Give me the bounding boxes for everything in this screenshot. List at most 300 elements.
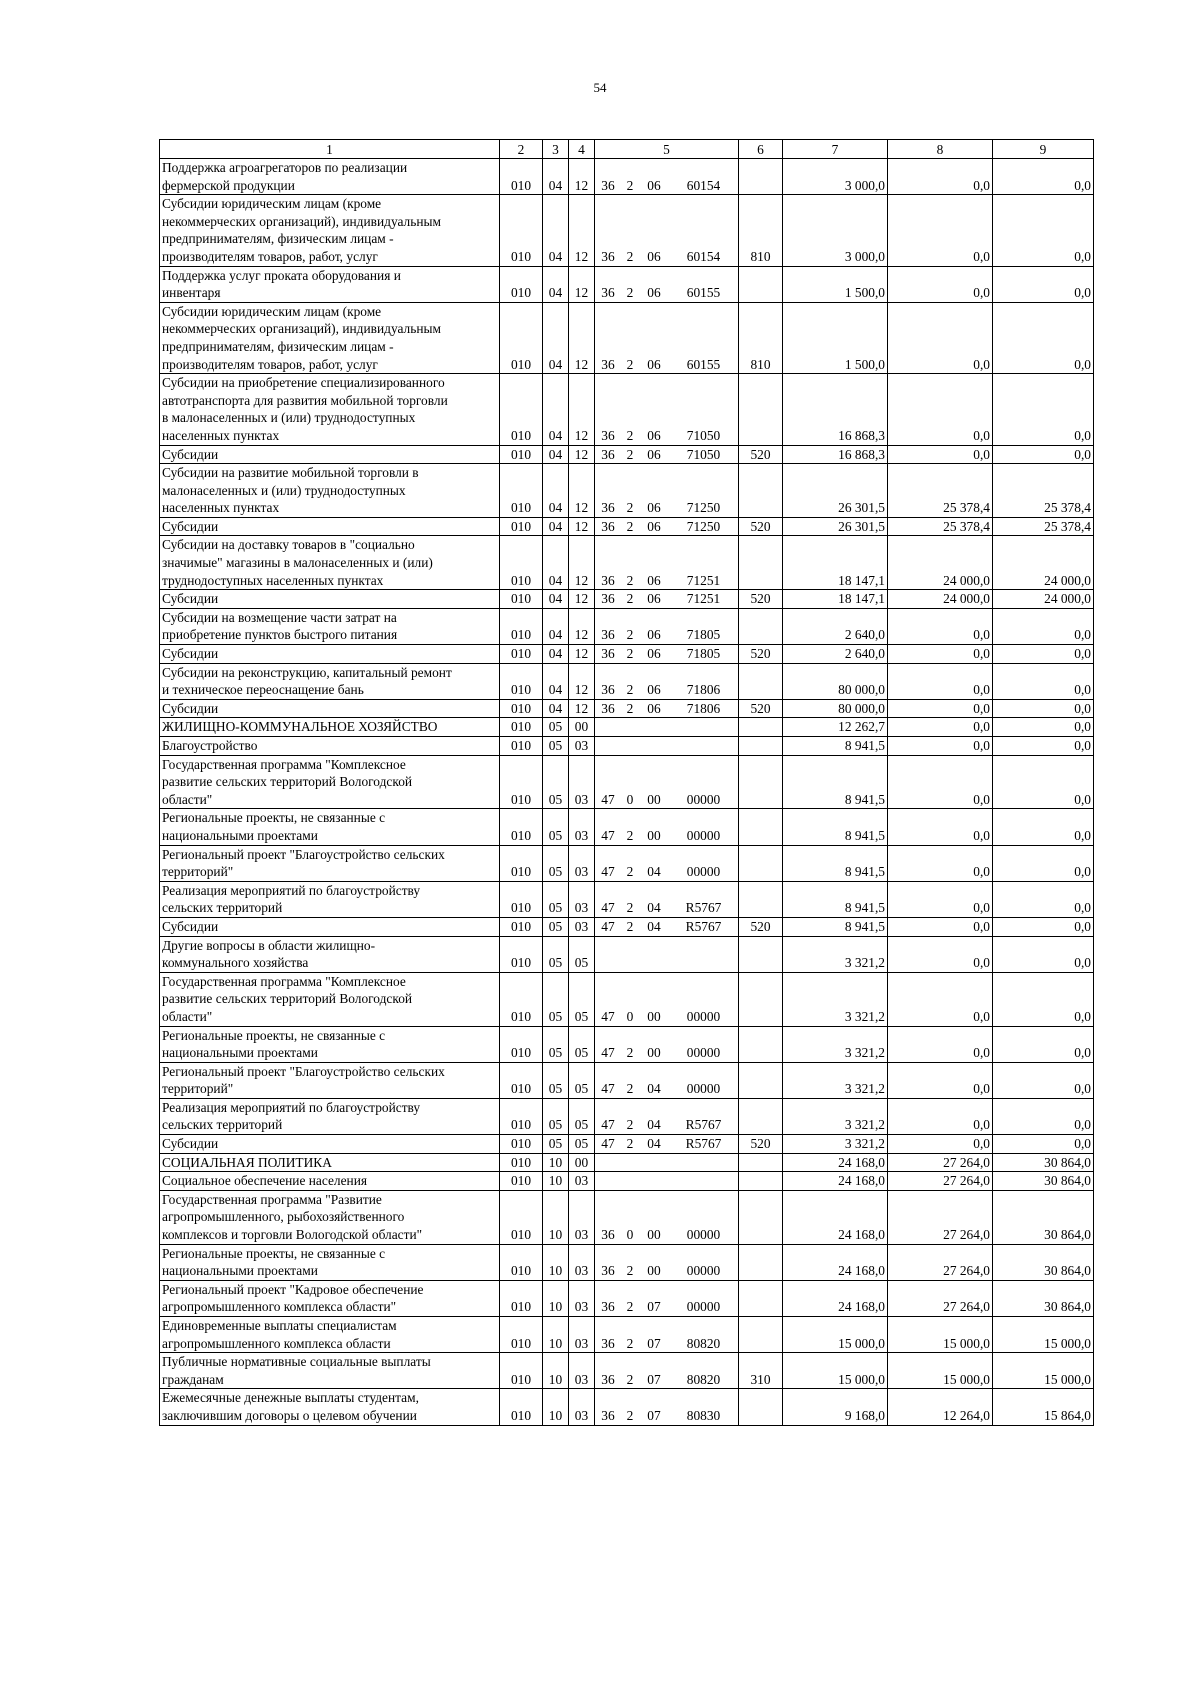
header-cell: 7 xyxy=(783,140,888,159)
col-section: 05 xyxy=(543,718,569,737)
target-article-part: 60154 xyxy=(686,177,721,193)
col-amount-1: 24 168,0 xyxy=(783,1190,888,1244)
col-amount-1: 15 000,0 xyxy=(783,1353,888,1389)
col-target-article xyxy=(595,699,739,718)
col-section: 10 xyxy=(543,1389,569,1425)
col-subsection: 12 xyxy=(569,195,595,266)
col-amount-1: 80 000,0 xyxy=(783,663,888,699)
col-expense-type: 310 xyxy=(739,1353,783,1389)
col-amount-1: 1 500,0 xyxy=(783,266,888,302)
table-row xyxy=(160,881,1094,917)
col-subsection: 03 xyxy=(569,1190,595,1244)
target-article-part: 2 xyxy=(626,682,634,698)
target-article-part: 00 xyxy=(647,1263,661,1279)
table-row xyxy=(160,917,1094,936)
table-row xyxy=(160,1244,1094,1280)
col-amount-3: 30 864,0 xyxy=(993,1172,1094,1191)
row-name-line: Государственная программа "Комплексное xyxy=(162,973,406,989)
col-amount-1: 1 500,0 xyxy=(783,302,888,373)
col-expense-type xyxy=(739,881,783,917)
target-article-part: 04 xyxy=(647,918,661,934)
target-article-part: 36 xyxy=(601,500,615,516)
row-name xyxy=(160,737,500,756)
target-article-part: 47 xyxy=(601,1008,615,1024)
target-article-part: 06 xyxy=(647,177,661,193)
col-gov-code: 010 xyxy=(500,645,543,664)
header-cell: 2 xyxy=(500,140,543,159)
col-target-article xyxy=(595,608,739,644)
target-article-part: 36 xyxy=(601,591,615,607)
row-name-line: Поддержка агроагрегаторов по реализации xyxy=(162,160,408,175)
col-section: 10 xyxy=(543,1244,569,1280)
col-amount-2: 0,0 xyxy=(888,645,993,664)
col-subsection: 03 xyxy=(569,1389,595,1425)
target-article-part: 2 xyxy=(626,827,634,843)
col-target-article xyxy=(595,1244,739,1280)
row-name xyxy=(160,645,500,664)
col-amount-1: 26 301,5 xyxy=(783,464,888,518)
table-row xyxy=(160,1317,1094,1353)
row-name xyxy=(160,464,500,518)
col-expense-type: 520 xyxy=(739,590,783,609)
col-amount-1: 3 321,2 xyxy=(783,936,888,972)
row-name-line: заключившим договоры о целевом обучении xyxy=(162,1407,417,1423)
target-article-part: 00 xyxy=(647,1008,661,1024)
target-article-part: 07 xyxy=(647,1371,661,1387)
target-article-part: 36 xyxy=(601,700,615,716)
col-amount-2: 24 000,0 xyxy=(888,590,993,609)
col-target-article xyxy=(595,645,739,664)
target-article-part: 06 xyxy=(647,572,661,588)
target-article-part: 2 xyxy=(626,1299,634,1315)
col-gov-code: 010 xyxy=(500,1062,543,1098)
row-name xyxy=(160,536,500,590)
col-amount-1: 3 321,2 xyxy=(783,1098,888,1134)
target-article-part: 0 xyxy=(626,1008,634,1024)
col-expense-type: 520 xyxy=(739,445,783,464)
col-amount-3: 0,0 xyxy=(993,936,1094,972)
col-expense-type xyxy=(739,1280,783,1316)
col-amount-3: 0,0 xyxy=(993,374,1094,445)
target-article-part: 2 xyxy=(626,1136,634,1152)
col-amount-2: 24 000,0 xyxy=(888,536,993,590)
row-name-line: некоммерческих организаций), индивидуальным xyxy=(162,321,441,337)
row-name xyxy=(160,159,500,195)
target-article-part: 2 xyxy=(626,427,634,443)
table-row xyxy=(160,302,1094,373)
target-article-part: 00 xyxy=(647,791,661,807)
table-row xyxy=(160,266,1094,302)
col-amount-1: 24 168,0 xyxy=(783,1244,888,1280)
row-name xyxy=(160,1389,500,1425)
col-subsection: 05 xyxy=(569,1026,595,1062)
col-subsection: 03 xyxy=(569,1244,595,1280)
col-amount-1: 3 321,2 xyxy=(783,1135,888,1154)
row-name-line: Социальное обеспечение населения xyxy=(162,1173,368,1189)
target-article-part: 47 xyxy=(601,918,615,934)
target-article-part: 00000 xyxy=(686,1008,721,1024)
table-row xyxy=(160,195,1094,266)
col-subsection: 12 xyxy=(569,374,595,445)
target-article-part: 06 xyxy=(647,682,661,698)
col-amount-3: 0,0 xyxy=(993,1135,1094,1154)
col-section: 05 xyxy=(543,936,569,972)
col-subsection: 05 xyxy=(569,1135,595,1154)
target-article-part: 06 xyxy=(647,591,661,607)
col-amount-3: 24 000,0 xyxy=(993,536,1094,590)
row-name-line: Единовременные выплаты специалистам xyxy=(162,1318,397,1333)
col-section: 05 xyxy=(543,881,569,917)
col-subsection: 12 xyxy=(569,536,595,590)
target-article-part: 36 xyxy=(601,682,615,698)
target-article-part: 00 xyxy=(647,827,661,843)
col-gov-code: 010 xyxy=(500,917,543,936)
col-subsection: 03 xyxy=(569,809,595,845)
col-amount-1: 15 000,0 xyxy=(783,1317,888,1353)
target-article-part: 2 xyxy=(626,500,634,516)
table-row xyxy=(160,1353,1094,1389)
col-target-article xyxy=(595,1172,739,1191)
col-amount-1: 8 941,5 xyxy=(783,737,888,756)
row-name xyxy=(160,917,500,936)
col-amount-2: 0,0 xyxy=(888,445,993,464)
row-name-line: развитие сельских территорий Вологодской xyxy=(162,991,413,1007)
row-name-line: национальными проектами xyxy=(162,1263,318,1279)
col-subsection: 12 xyxy=(569,464,595,518)
col-target-article xyxy=(595,590,739,609)
col-amount-1: 16 868,3 xyxy=(783,374,888,445)
col-expense-type xyxy=(739,266,783,302)
row-name-line: Региональный проект "Благоустройство сельских xyxy=(162,846,445,862)
col-amount-3: 15 864,0 xyxy=(993,1389,1094,1425)
col-expense-type xyxy=(739,1098,783,1134)
col-section: 05 xyxy=(543,972,569,1026)
row-name xyxy=(160,718,500,737)
target-article-part: 06 xyxy=(647,518,661,534)
target-article-part: 2 xyxy=(626,700,634,716)
target-article-part: 2 xyxy=(626,864,634,880)
header-cell: 3 xyxy=(543,140,569,159)
target-article-part: 2 xyxy=(626,646,634,662)
col-subsection: 03 xyxy=(569,845,595,881)
col-section: 04 xyxy=(543,699,569,718)
row-name-line: Региональный проект "Кадровое обеспечение xyxy=(162,1281,424,1297)
header-cell: 5 xyxy=(595,140,739,159)
target-article-part: 36 xyxy=(601,1335,615,1351)
col-gov-code: 010 xyxy=(500,1244,543,1280)
table-row xyxy=(160,1190,1094,1244)
col-section: 04 xyxy=(543,645,569,664)
col-target-article xyxy=(595,1317,739,1353)
col-expense-type xyxy=(739,464,783,518)
row-name xyxy=(160,1098,500,1134)
col-section: 04 xyxy=(543,445,569,464)
col-section: 05 xyxy=(543,755,569,809)
col-amount-1: 3 000,0 xyxy=(783,159,888,195)
col-subsection: 03 xyxy=(569,881,595,917)
target-article-part: 36 xyxy=(601,1299,615,1315)
col-expense-type xyxy=(739,1244,783,1280)
col-amount-2: 0,0 xyxy=(888,718,993,737)
row-name xyxy=(160,1244,500,1280)
row-name xyxy=(160,755,500,809)
row-name-line: и техническое переоснащение бань xyxy=(162,682,364,698)
table-row xyxy=(160,608,1094,644)
col-expense-type: 520 xyxy=(739,1135,783,1154)
col-subsection: 12 xyxy=(569,159,595,195)
target-article-part: 06 xyxy=(647,248,661,264)
col-expense-type xyxy=(739,374,783,445)
table-row xyxy=(160,845,1094,881)
col-amount-2: 0,0 xyxy=(888,699,993,718)
target-article-part: 36 xyxy=(601,1227,615,1243)
col-subsection: 05 xyxy=(569,1062,595,1098)
col-subsection: 12 xyxy=(569,663,595,699)
col-amount-2: 0,0 xyxy=(888,917,993,936)
col-section: 05 xyxy=(543,1062,569,1098)
col-gov-code: 010 xyxy=(500,663,543,699)
target-article-part: 2 xyxy=(626,446,634,462)
target-article-part: 06 xyxy=(647,427,661,443)
row-name-line: СОЦИАЛЬНАЯ ПОЛИТИКА xyxy=(162,1154,332,1170)
target-article-part: 00000 xyxy=(686,1299,721,1315)
col-amount-3: 0,0 xyxy=(993,972,1094,1026)
col-subsection: 12 xyxy=(569,445,595,464)
target-article-part: 47 xyxy=(601,900,615,916)
target-article-part: 47 xyxy=(601,791,615,807)
row-name-line: приобретение пунктов быстрого питания xyxy=(162,627,398,643)
target-article-part: 71251 xyxy=(686,591,721,607)
table-row xyxy=(160,809,1094,845)
col-expense-type xyxy=(739,608,783,644)
row-name-line: Региональный проект "Благоустройство сельских xyxy=(162,1063,445,1079)
col-gov-code: 010 xyxy=(500,590,543,609)
row-name xyxy=(160,663,500,699)
target-article-part: 2 xyxy=(626,1045,634,1061)
header-cell: 1 xyxy=(160,140,500,159)
col-gov-code: 010 xyxy=(500,536,543,590)
col-gov-code: 010 xyxy=(500,302,543,373)
col-expense-type xyxy=(739,663,783,699)
header-cell: 9 xyxy=(993,140,1094,159)
col-amount-3: 0,0 xyxy=(993,266,1094,302)
row-name xyxy=(160,445,500,464)
col-amount-2: 27 264,0 xyxy=(888,1153,993,1172)
row-name-line: сельских территорий xyxy=(162,1117,283,1133)
col-amount-1: 3 321,2 xyxy=(783,1062,888,1098)
target-article-part: 2 xyxy=(626,918,634,934)
row-name xyxy=(160,936,500,972)
row-name xyxy=(160,266,500,302)
col-gov-code: 010 xyxy=(500,1190,543,1244)
target-article-part: 06 xyxy=(647,356,661,372)
row-name-line: Субсидии на возмещение части затрат на xyxy=(162,609,397,625)
row-name xyxy=(160,195,500,266)
col-expense-type: 520 xyxy=(739,645,783,664)
col-amount-3: 0,0 xyxy=(993,302,1094,373)
col-subsection: 12 xyxy=(569,517,595,536)
target-article-part: 36 xyxy=(601,627,615,643)
row-name-line: Субсидии на доставку товаров в "социально xyxy=(162,537,415,553)
col-subsection: 03 xyxy=(569,1172,595,1191)
col-section: 05 xyxy=(543,737,569,756)
col-target-article xyxy=(595,972,739,1026)
col-subsection: 12 xyxy=(569,266,595,302)
target-article-part: 2 xyxy=(626,627,634,643)
table-row xyxy=(160,159,1094,195)
row-name-line: области" xyxy=(162,1008,213,1024)
col-section: 04 xyxy=(543,464,569,518)
col-target-article xyxy=(595,809,739,845)
col-gov-code: 010 xyxy=(500,699,543,718)
target-article-part: 47 xyxy=(601,1045,615,1061)
table-row xyxy=(160,1098,1094,1134)
row-name-line: Поддержка услуг проката оборудования и xyxy=(162,267,401,283)
target-article-part: 00 xyxy=(647,1045,661,1061)
row-name-line: комплексов и торговли Вологодской области" xyxy=(162,1227,423,1243)
row-name-line: Другие вопросы в области жилищно- xyxy=(162,937,376,953)
target-article-part: 71806 xyxy=(686,682,721,698)
col-amount-3: 0,0 xyxy=(993,845,1094,881)
col-target-article xyxy=(595,1353,739,1389)
col-section: 04 xyxy=(543,590,569,609)
row-name-line: Государственная программа "Развитие xyxy=(162,1191,382,1207)
row-name-line: территорий" xyxy=(162,1081,234,1097)
col-amount-2: 0,0 xyxy=(888,159,993,195)
target-article-part: 06 xyxy=(647,646,661,662)
header-cell: 6 xyxy=(739,140,783,159)
col-amount-2: 0,0 xyxy=(888,737,993,756)
row-name-line: Субсидии на приобретение специализированного xyxy=(162,375,445,391)
col-amount-3: 0,0 xyxy=(993,1098,1094,1134)
col-expense-type xyxy=(739,1190,783,1244)
col-amount-1: 8 941,5 xyxy=(783,809,888,845)
target-article-part: 2 xyxy=(626,572,634,588)
col-amount-3: 0,0 xyxy=(993,718,1094,737)
target-article-part: 71050 xyxy=(686,446,721,462)
col-gov-code: 010 xyxy=(500,464,543,518)
target-article-part: 60154 xyxy=(686,248,721,264)
header-row xyxy=(160,140,1094,159)
col-section: 10 xyxy=(543,1172,569,1191)
row-name-line: Региональные проекты, не связанные с xyxy=(162,810,386,826)
col-amount-1: 8 941,5 xyxy=(783,881,888,917)
row-name-line: ЖИЛИЩНО-КОММУНАЛЬНОЕ ХОЗЯЙСТВО xyxy=(162,719,438,735)
row-name-line: инвентаря xyxy=(162,285,221,301)
col-section: 05 xyxy=(543,1098,569,1134)
col-gov-code: 010 xyxy=(500,1135,543,1154)
col-expense-type: 520 xyxy=(739,917,783,936)
col-target-article xyxy=(595,517,739,536)
col-expense-type xyxy=(739,159,783,195)
table-row xyxy=(160,590,1094,609)
row-name-line: национальными проектами xyxy=(162,827,318,843)
col-expense-type xyxy=(739,1026,783,1062)
col-amount-1: 16 868,3 xyxy=(783,445,888,464)
row-name-line: гражданам xyxy=(162,1371,224,1387)
col-expense-type xyxy=(739,718,783,737)
row-name-line: малонаселенных и (или) труднодоступных xyxy=(162,482,406,498)
row-name xyxy=(160,881,500,917)
col-subsection: 12 xyxy=(569,302,595,373)
row-name-line: Субсидии xyxy=(162,518,219,534)
col-amount-3: 30 864,0 xyxy=(993,1280,1094,1316)
row-name-line: агропромышленного комплекса области xyxy=(162,1335,391,1351)
target-article-part: 07 xyxy=(647,1407,661,1423)
target-article-part: 47 xyxy=(601,1081,615,1097)
col-target-article xyxy=(595,737,739,756)
target-article-part: 36 xyxy=(601,1407,615,1423)
row-name xyxy=(160,1317,500,1353)
row-name xyxy=(160,1353,500,1389)
col-target-article xyxy=(595,195,739,266)
target-article-part: 2 xyxy=(626,1371,634,1387)
col-target-article xyxy=(595,936,739,972)
target-article-part: 71250 xyxy=(686,500,721,516)
col-amount-3: 25 378,4 xyxy=(993,517,1094,536)
row-name-line: Государственная программа "Комплексное xyxy=(162,756,406,772)
col-amount-3: 0,0 xyxy=(993,663,1094,699)
table-row xyxy=(160,1153,1094,1172)
row-name-line: области" xyxy=(162,791,213,807)
row-name xyxy=(160,1153,500,1172)
target-article-part: 2 xyxy=(626,1117,634,1133)
col-expense-type xyxy=(739,755,783,809)
target-article-part: 36 xyxy=(601,518,615,534)
col-amount-1: 3 000,0 xyxy=(783,195,888,266)
target-article-part: 04 xyxy=(647,900,661,916)
table-row xyxy=(160,699,1094,718)
col-subsection: 05 xyxy=(569,1098,595,1134)
target-article-part: R5767 xyxy=(685,900,722,916)
col-target-article xyxy=(595,718,739,737)
col-gov-code: 010 xyxy=(500,881,543,917)
target-article-part: 2 xyxy=(626,591,634,607)
row-name-line: территорий" xyxy=(162,864,234,880)
col-amount-1: 2 640,0 xyxy=(783,608,888,644)
col-amount-1: 24 168,0 xyxy=(783,1280,888,1316)
row-name-line: предпринимателям, физическим лицам - xyxy=(162,338,394,354)
target-article-part: 04 xyxy=(647,1081,661,1097)
row-name xyxy=(160,1062,500,1098)
row-name-line: Реализация мероприятий по благоустройству xyxy=(162,882,421,898)
col-subsection: 00 xyxy=(569,1153,595,1172)
target-article-part: 00000 xyxy=(686,1081,721,1097)
table-row xyxy=(160,536,1094,590)
row-name xyxy=(160,1190,500,1244)
col-expense-type xyxy=(739,972,783,1026)
col-amount-3: 25 378,4 xyxy=(993,464,1094,518)
col-amount-3: 0,0 xyxy=(993,809,1094,845)
row-name-line: в малонаселенных и (или) труднодоступных xyxy=(162,410,416,426)
col-amount-2: 0,0 xyxy=(888,302,993,373)
col-amount-3: 30 864,0 xyxy=(993,1153,1094,1172)
col-subsection: 03 xyxy=(569,737,595,756)
row-name-line: населенных пунктах xyxy=(162,427,280,443)
col-expense-type xyxy=(739,1317,783,1353)
target-article-part: 36 xyxy=(601,572,615,588)
target-article-part: 47 xyxy=(601,827,615,843)
col-gov-code: 010 xyxy=(500,809,543,845)
col-section: 10 xyxy=(543,1280,569,1316)
row-name-line: Субсидии xyxy=(162,1136,219,1152)
table-row xyxy=(160,718,1094,737)
col-section: 10 xyxy=(543,1190,569,1244)
col-amount-3: 0,0 xyxy=(993,608,1094,644)
row-name-line: Субсидии xyxy=(162,446,219,462)
row-name-line: Региональные проекты, не связанные с xyxy=(162,1245,386,1261)
target-article-part: 00 xyxy=(647,1227,661,1243)
